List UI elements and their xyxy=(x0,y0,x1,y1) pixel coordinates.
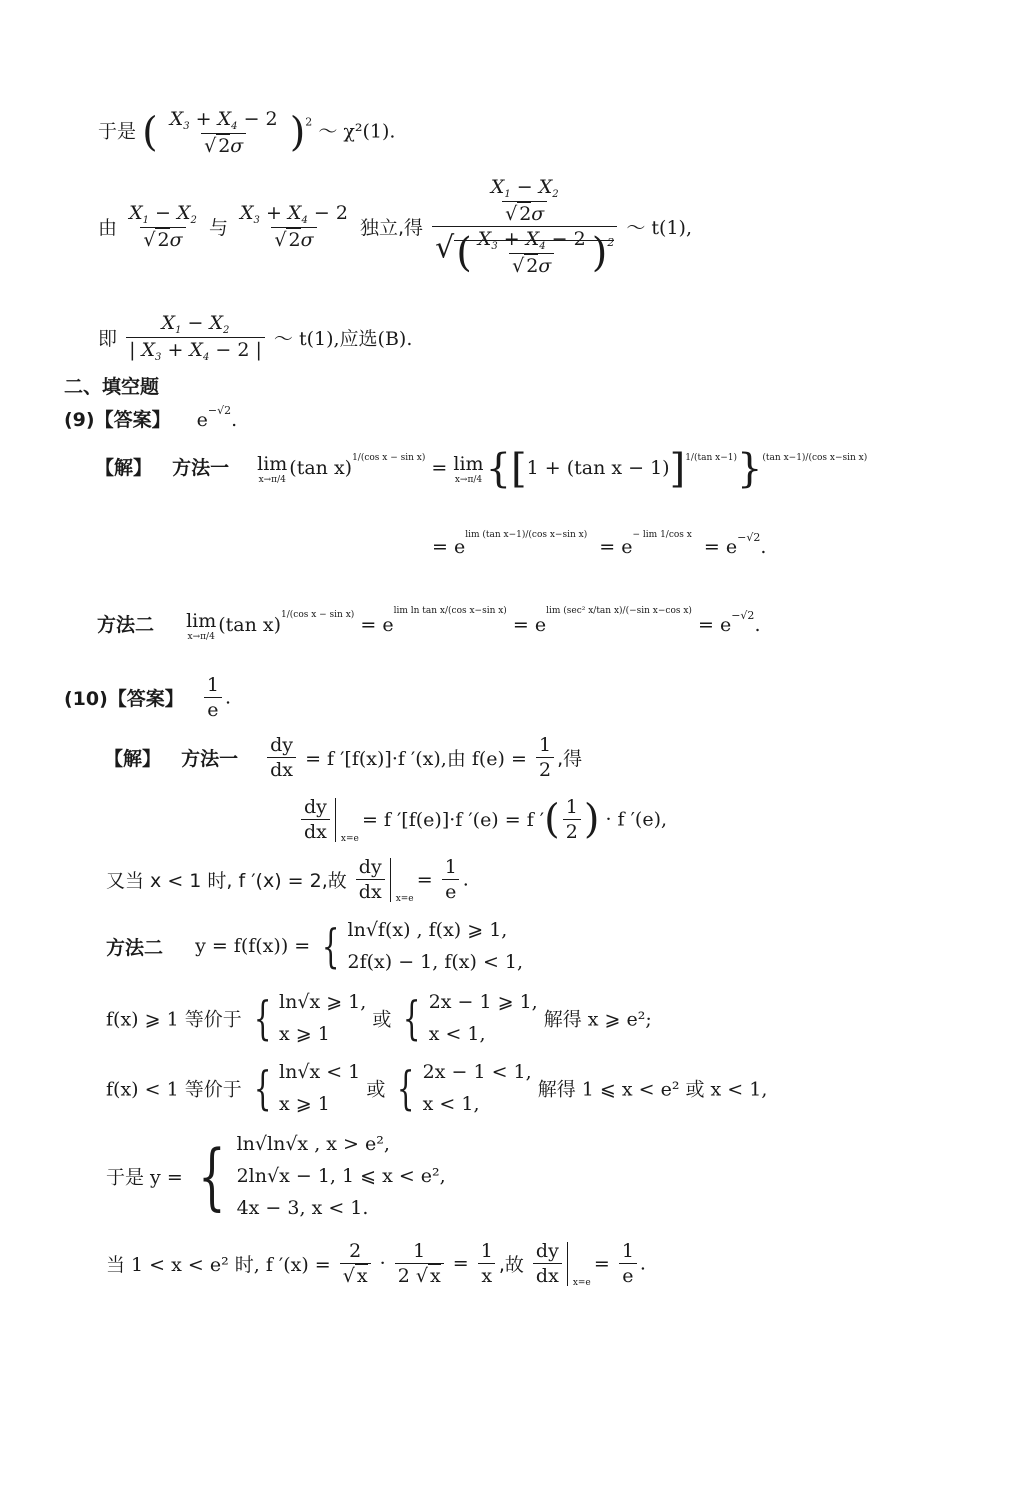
case1a: ln√f(x) , f(x) ⩾ 1, xyxy=(347,919,508,941)
pc3: 4x − 3, x < 1. xyxy=(236,1197,369,1219)
frac-x3x4: $\frac{X_3 + X_4 - 2}{√ 2\sigma}$ xyxy=(240,202,348,251)
text-you: 由 xyxy=(98,217,118,239)
q10-m2-lead: y = f(f(x)) = xyxy=(195,935,311,957)
q10-m1-line2: $\frac{dy}{dx}$ x=e = f ′[f(e)]·f ′(e) = f ′( $\frac{1}{2}$ ) · f ′(e), xyxy=(298,796,667,843)
q10-m2 xyxy=(106,914,523,978)
paren-open: ( xyxy=(142,109,158,156)
frac-t: $\frac{X_1 - X_2}{√ 2\sigma}$ √( $\frac{X_3 + X_4 - 2}{√ 2\sigma}$ )$^2$ xyxy=(432,176,617,277)
dydx1: $\frac{dy}{dx}$ xyxy=(267,734,296,781)
frac-x1x2: $\frac{X_1 - X_2}{√ 2\sigma}$ xyxy=(129,202,197,251)
text-yushi: 于是 xyxy=(98,120,137,143)
fraction: $\frac{X_3 + X_4 - 2}{√ 2\sigma}$ xyxy=(169,108,278,157)
q10-de: ,得 xyxy=(557,748,583,770)
q10-eq2: = f ′[f(e)]·f ′(e) = f ′ xyxy=(361,808,545,831)
t-tail: ～ t(1), xyxy=(626,217,693,239)
cases-y: { ln√ln√x , x > e², 2ln√x − 1, 1 ⩽ x < e², 4x − 3, x < 1. xyxy=(189,1128,446,1224)
dydx4: $\frac{dy}{dx}$ xyxy=(533,1240,562,1287)
cases1: { ln√f(x) , f(x) ⩾ 1, 2f(x) − 1, f(x) < 1, xyxy=(316,914,523,978)
one-over-e1: $\frac{1}{e}$ xyxy=(442,856,460,903)
q10-frac: $\frac{1}{e}$ xyxy=(204,674,222,721)
tanx1: (tan x) xyxy=(289,457,353,479)
dydx2: $\frac{dy}{dx}$ xyxy=(301,796,330,843)
text-yu: 与 xyxy=(208,217,228,239)
q10-last: 当 1 < x < e² 时, f ′(x) = $\frac{2}{√ x}$ · $\frac{1}{2 √ x}$ = $\frac{1}{x}$ ,故 $\frac{dy}{dx}$ x=e = $\frac{1}{e}$ . xyxy=(106,1240,646,1288)
q9-dot: . xyxy=(231,409,238,431)
q10-eq1: = f ′[f(x)]·f ′(x),由 f(e) = xyxy=(305,748,527,770)
q10-when-text: 又当 x < 1 时, f ′(x) = 2,故 xyxy=(106,870,347,892)
answer-b: ～ t(1),应选(B). xyxy=(273,328,413,350)
half2: $\frac{1}{2}$ xyxy=(563,796,581,843)
q9-e: e xyxy=(196,409,208,431)
cases-ge-b: { 2x − 1 ⩾ 1, x < 1, xyxy=(403,991,538,1045)
paren-close: ) xyxy=(289,109,306,156)
lim3: lim x→π/4 xyxy=(186,610,217,642)
sol2: 解得 1 ⩽ x < e² 或 x < 1, xyxy=(537,1078,768,1101)
last-gu: ,故 xyxy=(498,1254,524,1276)
q10-dot: . xyxy=(224,686,231,709)
q9-m1: 方法一 xyxy=(172,457,230,479)
or1: 或 xyxy=(372,1008,392,1031)
q10-eq2b: · f ′(e), xyxy=(605,808,668,831)
pc1: ln√ln√x , x > e², xyxy=(236,1133,390,1155)
q9-exp: −√2 xyxy=(207,404,232,417)
exp: 2 xyxy=(305,115,313,129)
q10-m2-label: 方法二 xyxy=(106,936,164,959)
cases-lt-b: { 2x − 1 < 1, x < 1, xyxy=(397,1061,532,1115)
line-you xyxy=(98,176,692,277)
case1b: 2f(x) − 1, f(x) < 1, xyxy=(347,951,524,973)
text-duli: 独立,得 xyxy=(359,217,424,239)
q9-jie: 【解】 xyxy=(95,457,153,479)
sol1: 解得 x ⩾ e²; xyxy=(543,1008,652,1031)
text-ji: 即 xyxy=(98,328,118,350)
q9-m1-line1: 【解】 方法一 lim x→π/4 (tan x)$^{1/(cos x - sin x)}$ = lim x→π/4 {[1 + (tan x − 1)]$^{1/(tan x-1)}$}$^{(tan x-1)/(cos x-sin x)}$ xyxy=(95,446,868,492)
q10-label: (10)【答案】 xyxy=(64,688,184,710)
last-lead: 当 1 < x < e² 时, f ′(x) = xyxy=(106,1254,331,1276)
or2: 或 xyxy=(366,1078,386,1101)
cases-lt-a: { ln√x < 1 x ⩾ 1 xyxy=(253,1061,361,1115)
frac-2sqrtx: $\frac{2}{√ x}$ xyxy=(340,1240,371,1287)
chi-tail: ～ χ²(1). xyxy=(318,120,396,143)
q9-answer xyxy=(64,404,237,432)
frac-1x: $\frac{1}{x}$ xyxy=(478,1240,496,1287)
line-ji xyxy=(98,312,412,363)
q10-m1: 方法一 xyxy=(181,748,239,770)
q10-ge1 xyxy=(106,986,652,1050)
line-yushi xyxy=(98,108,395,157)
half1: $\frac{1}{2}$ xyxy=(536,734,554,781)
q10-piecewise xyxy=(106,1128,446,1224)
yu-lead: 于是 y = xyxy=(106,1166,183,1189)
lim1: lim x→π/4 xyxy=(257,453,288,485)
q10-lt1 xyxy=(106,1056,767,1120)
q9-m1-line2: = $e^{lim (tan x-1)/(cos x-sin x)} = e^{- lim 1/cos x} = e^{-√2}$. xyxy=(432,530,767,558)
cases-ge-a: { ln√x ⩾ 1, x ⩾ 1 xyxy=(253,991,367,1045)
dydx3: $\frac{dy}{dx}$ xyxy=(356,856,385,903)
q9-label: (9)【答案】 xyxy=(64,409,171,431)
frac-1-2sqrtx: $\frac{1}{2 √ x}$ xyxy=(395,1240,444,1287)
q10-m1-line1 xyxy=(104,734,582,781)
ge1-lead: f(x) ⩾ 1 等价于 xyxy=(106,1008,242,1031)
q10-answer xyxy=(64,674,231,721)
frac-final: $\frac{X_1 - X_2}{| X_3 + X_4 - 2 |}$ xyxy=(126,312,265,363)
lt1-lead: f(x) < 1 等价于 xyxy=(106,1078,242,1101)
q10-jie: 【解】 xyxy=(104,748,162,770)
pc2: 2ln√x − 1, 1 ⩽ x < e², xyxy=(236,1165,446,1187)
lim2: lim x→π/4 xyxy=(453,453,484,485)
one-over-e2: $\frac{1}{e}$ xyxy=(619,1240,637,1287)
q10-when: 又当 x < 1 时, f ′(x) = 2,故 $\frac{dy}{dx}$ x=e = $\frac{1}{e}$ . xyxy=(106,856,469,904)
q9-m2-label: 方法二 xyxy=(97,614,155,636)
section-heading: 二、填空题 xyxy=(64,376,160,398)
q9-m2: 方法二 lim x→π/4 (tan $x)^{1/(cos x - sin x)} = e^{lim ln tan x/(cos x-sin x)} = e^{lim (sec^2 x/tan x)/(-sin x-cos x)} = e^{-√2}$. xyxy=(97,606,761,642)
